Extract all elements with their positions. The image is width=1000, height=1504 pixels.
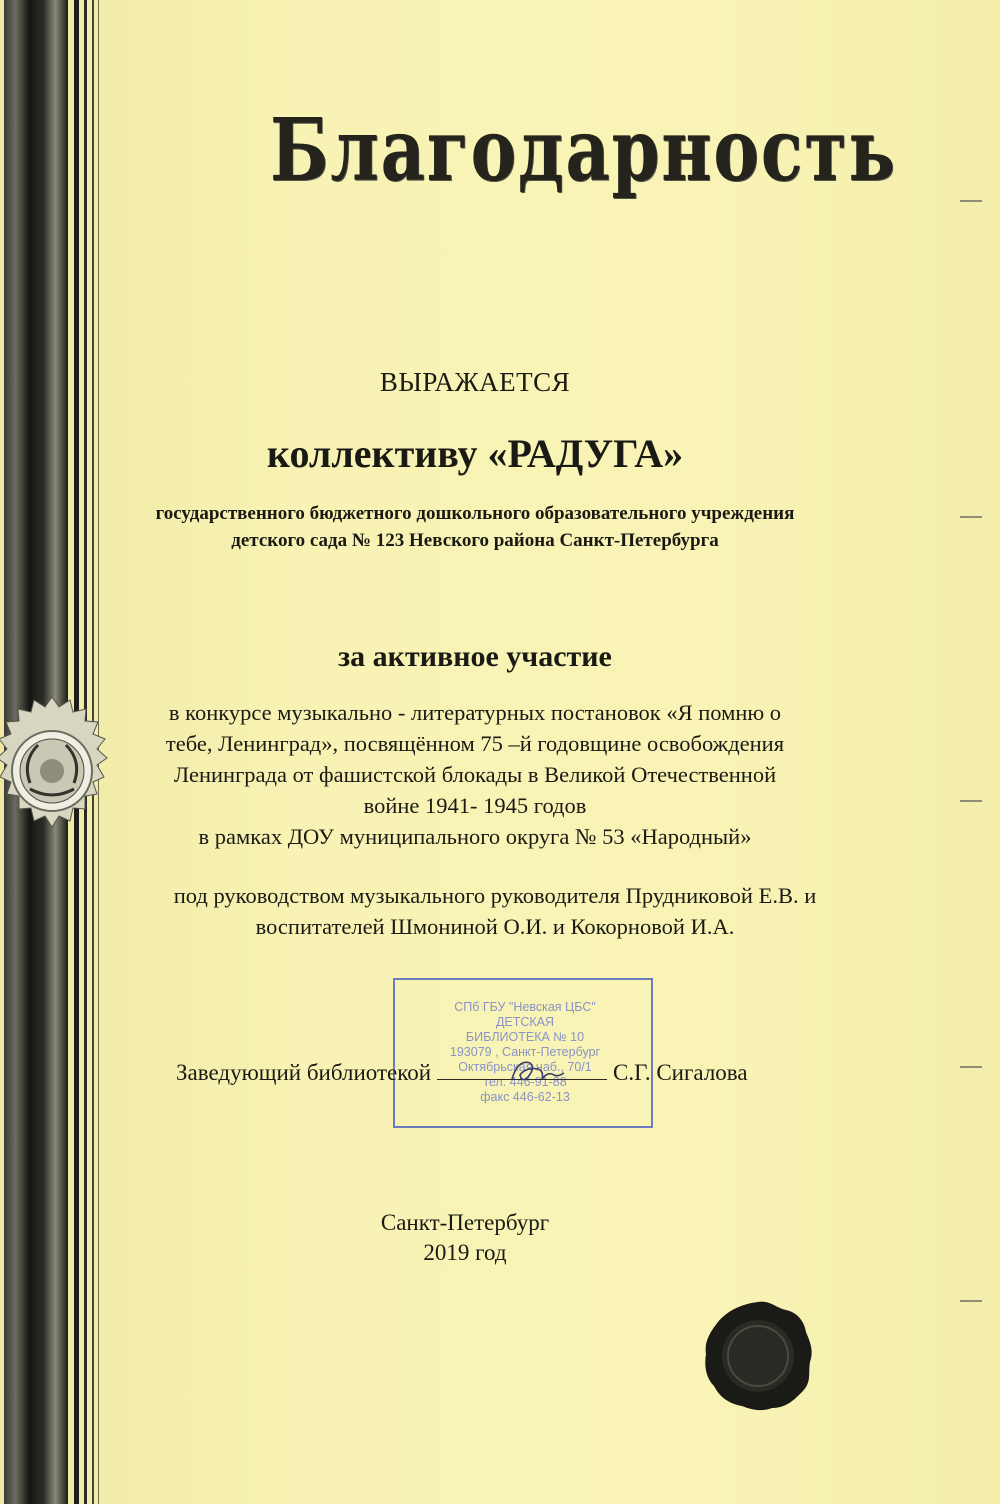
contest-line: в конкурсе музыкально - литературных постановок «Я помню о bbox=[168, 700, 782, 725]
city: Санкт-Петербург bbox=[380, 1210, 550, 1235]
handwritten-signature-icon bbox=[508, 1055, 568, 1085]
wax-seal-icon bbox=[698, 1296, 818, 1416]
year: 2019 год bbox=[423, 1240, 507, 1265]
stamp-line: Октябрьская наб., 70/1 bbox=[458, 1060, 592, 1074]
organization-line: государственного бюджетного дошкольного образовательного учреждения bbox=[155, 503, 795, 524]
stamp-line: БИБЛИОТЕКА № 10 bbox=[465, 1030, 585, 1044]
document-title: Благодарность bbox=[270, 100, 897, 201]
signatory-role: Заведующий библиотекой bbox=[176, 1060, 432, 1085]
organization-block bbox=[0, 500, 950, 554]
edge-mark bbox=[960, 200, 982, 202]
recipient-name: коллективу «РАДУГА» bbox=[266, 431, 684, 476]
stamp-line: 193079 , Санкт-Петербург bbox=[449, 1045, 601, 1059]
edge-mark bbox=[960, 1300, 982, 1302]
leaders-block bbox=[0, 880, 990, 942]
library-stamp-text bbox=[400, 1000, 650, 1105]
signature-line bbox=[176, 1060, 748, 1086]
place-and-date bbox=[0, 1208, 930, 1268]
stamp-line: ДЕТСКАЯ bbox=[495, 1015, 555, 1029]
signatory-name: С.Г. Сигалова bbox=[613, 1060, 748, 1085]
stamp-line: факс 446-62-13 bbox=[480, 1090, 570, 1104]
organization-line: детского сада № 123 Невского района Санкт-Петербурга bbox=[231, 530, 719, 551]
leaders-line: воспитателей Шмониной О.И. и Кокорновой И.А. bbox=[255, 914, 735, 939]
leaders-line: под руководством музыкального руководителя Прудниковой Е.В. и bbox=[173, 883, 817, 908]
reason-heading: за активное участие bbox=[338, 640, 612, 673]
edge-mark bbox=[960, 1066, 982, 1068]
contest-description bbox=[0, 697, 950, 852]
edge-mark bbox=[960, 800, 982, 802]
contest-line: в рамках ДОУ муниципального округа № 53 «Народный» bbox=[198, 824, 752, 849]
stamp-line: тел. 446-91-88 bbox=[483, 1075, 567, 1089]
contest-line: войне 1941- 1945 годов bbox=[363, 793, 587, 818]
expressed-heading: ВЫРАЖАЕТСЯ bbox=[379, 367, 571, 397]
stamp-line: СПб ГБУ "Невская ЦБС" bbox=[454, 1000, 596, 1014]
contest-line: тебе, Ленинград», посвящённом 75 –й годовщине освобождения bbox=[165, 731, 785, 756]
edge-mark bbox=[960, 516, 982, 518]
contest-line: Ленинграда от фашистской блокады в Великой Отечественной bbox=[173, 762, 777, 787]
